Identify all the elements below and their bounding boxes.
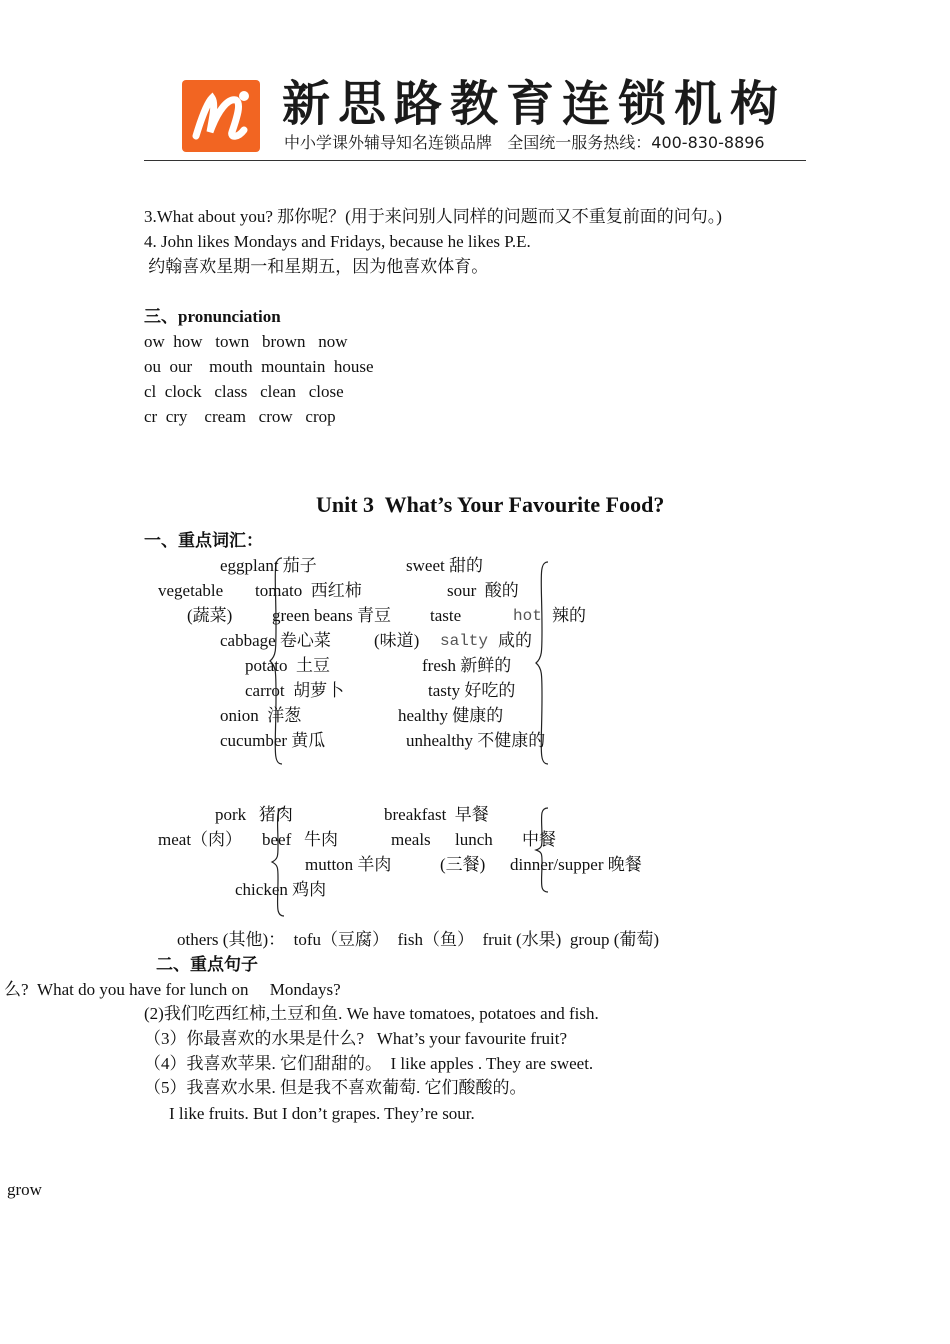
pron-row: ou our mouth mountain house [144,357,374,376]
pron-row: ow how town brown now [144,332,348,351]
sentence-line: （3）你最喜欢的水果是什么? What’s your favourite fruit? [144,1029,568,1048]
vocab-heading: 一、重点词汇： [144,531,263,550]
pronunciation-heading: 三、pronunciation [144,307,281,326]
header-divider [144,160,806,161]
vocab-item: chicken 鸡肉 [235,880,327,899]
meals-cn-label: (三餐) [440,855,486,874]
vocab-item: unhealthy 不健康的 [406,731,546,750]
vocab-item: tasty 好吃的 [428,681,516,700]
sentence-line: （5）我喜欢水果. 但是我不喜欢葡萄. 它们酸酸的。 [144,1078,527,1097]
sentence-line: (2)我们吃西红柿,土豆和鱼. We have tomatoes, potatoes and fish. [144,1004,599,1023]
intro-line-4: 4. John likes Mondays and Fridays, because he likes P.E. [144,232,531,251]
vegetable-label: vegetable [158,581,224,600]
vocab-item: 辣的 [552,606,586,625]
vocab-item: fresh 新鲜的 [422,656,512,675]
vocab-item: cabbage 卷心菜 [220,631,331,650]
sentence-line: 么? What do you have for lunch on Mondays? [4,980,341,999]
vocab-item-mono: salty [440,632,489,650]
vocab-item: 咸的 [498,631,532,650]
meals-brace [534,806,550,894]
brand-title: 新思路教育连锁机构 [282,76,787,132]
pron-row: cl clock class clean close [144,382,344,401]
logo-n-icon [182,80,260,152]
intro-line-4-cn: 约翰喜欢星期一和星期五，因为他喜欢体育。 [144,257,489,276]
vocab-item: sour 酸的 [447,581,519,600]
vocab-item: eggplant 茄子 [220,556,317,575]
vocab-item: green beans 青豆 [272,606,391,625]
vocab-item: pork 猪肉 [215,805,293,824]
intro-line-3: 3.What about you? 那你呢？(用于来问别人同样的问题而又不重复前面的问句。) [144,207,722,226]
others-line: others (其他)： tofu（豆腐） fish（鱼） fruit (水果) group (葡萄) [177,930,660,949]
vocab-item: 中餐 [522,830,556,849]
meals-label: meals [391,830,431,849]
vocab-item: carrot 胡萝卜 [245,681,345,700]
brand-subtitle: 中小学课外辅导知名连锁品牌 全国统一服务热线：400-830-8896 [284,133,765,152]
vocab-item: dinner/supper 晚餐 [510,855,642,874]
vocab-item: sweet 甜的 [406,556,483,575]
unit-title: Unit 3 What’s Your Favourite Food? [316,492,665,517]
vocab-item-mono: hot [513,607,542,625]
vocab-item: breakfast 早餐 [384,805,489,824]
vocab-item: potato 土豆 [245,656,330,675]
vocab-item: healthy 健康的 [398,706,504,725]
vocab-item: cucumber 黄瓜 [220,731,326,750]
sentence-line: （4）我喜欢苹果. 它们甜甜的。 I like apples . They are sweet. [144,1054,594,1073]
footer-word: grow [7,1180,42,1199]
vocab-item: beef 牛肉 [262,830,339,849]
logo-mark [182,80,260,152]
vegetable-cn-label: (蔬菜) [187,606,233,625]
vocab-item: tomato 西红柿 [255,581,362,600]
pron-row: cr cry cream crow crop [144,407,336,426]
meat-label: meat（肉） [158,830,243,849]
taste-cn-label: (味道) [374,631,420,650]
sentence-heading: 二、重点句子 [156,955,258,974]
sentence-line: I like fruits. But I don’t grapes. They’re sour. [152,1104,475,1123]
taste-label: taste [430,606,462,625]
vocab-item: mutton 羊肉 [305,855,392,874]
vocab-item: onion 洋葱 [220,706,302,725]
vocab-item: lunch [455,830,493,849]
